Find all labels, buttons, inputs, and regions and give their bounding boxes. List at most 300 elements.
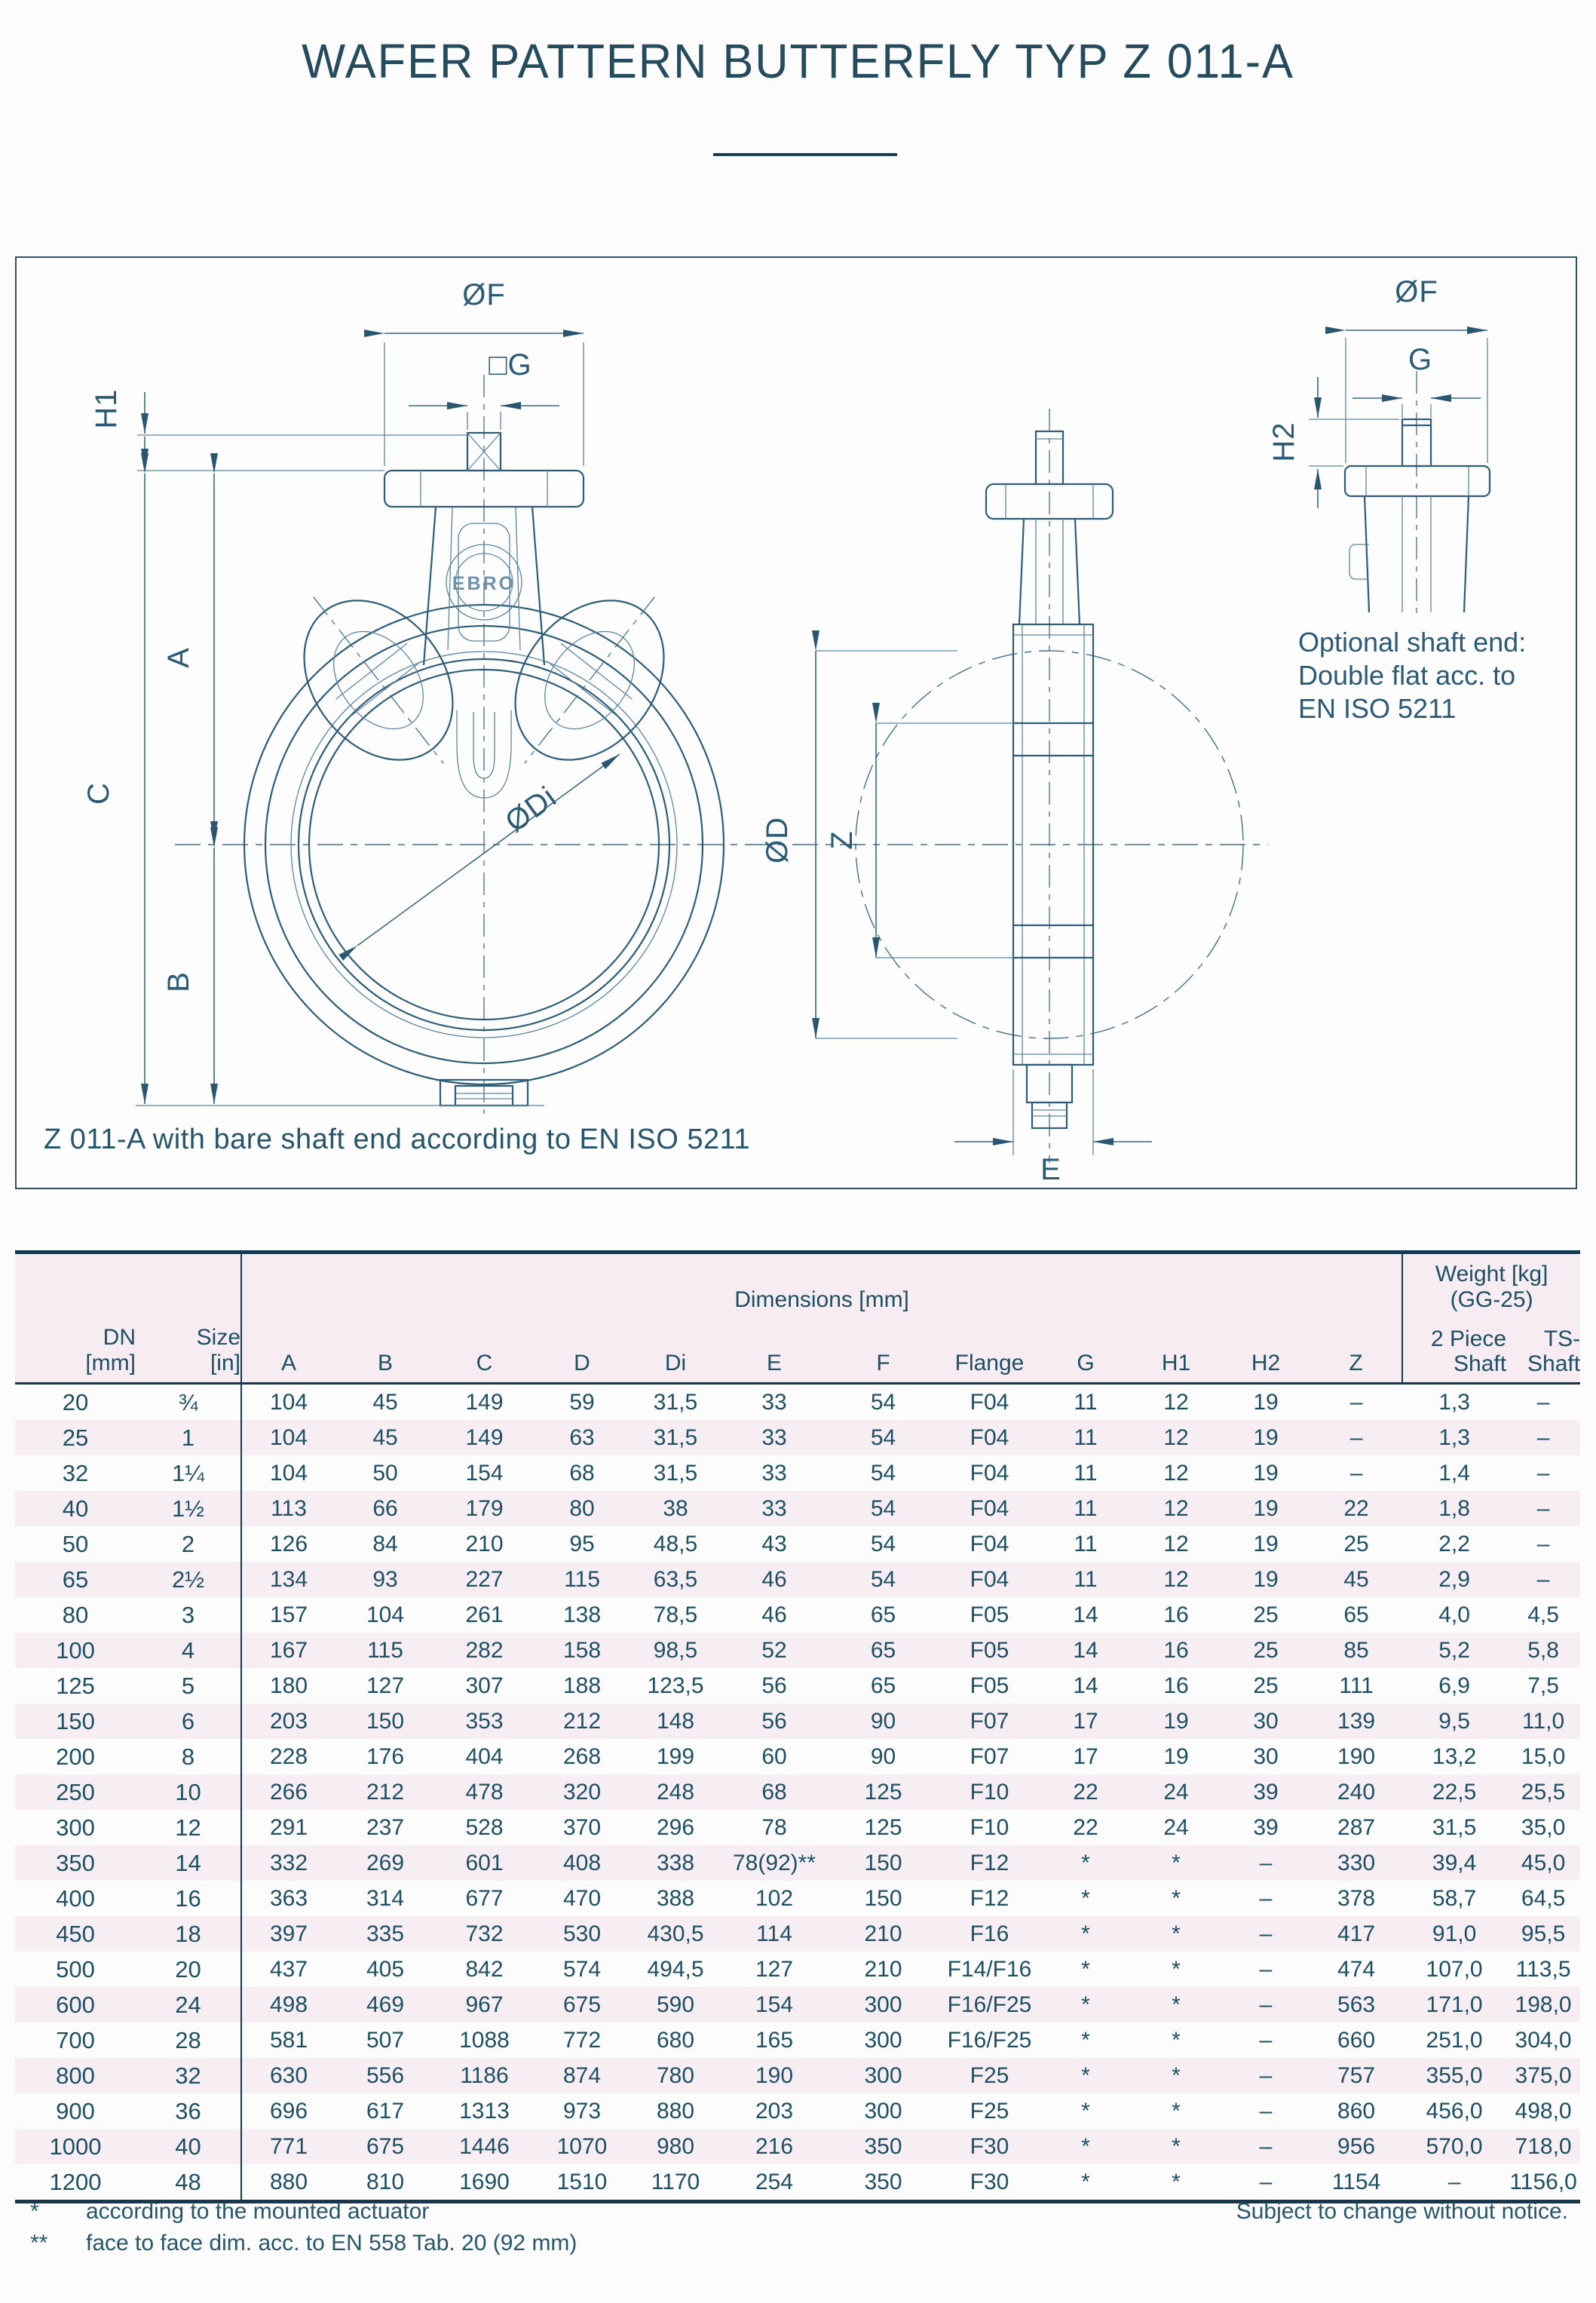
cell-b: 556 xyxy=(366,2062,405,2088)
cell-size: 24 xyxy=(175,1991,201,2018)
cell-2piece-weight: 570,0 xyxy=(1426,2133,1483,2159)
cell-h1: * xyxy=(1172,1850,1181,1875)
cell-2piece-weight: 91,0 xyxy=(1432,1921,1477,1946)
dim-h1-label: H1 xyxy=(90,388,123,429)
cell-2piece-weight: 5,2 xyxy=(1438,1637,1470,1663)
cell-f: 350 xyxy=(864,2133,902,2159)
cell-z: 956 xyxy=(1337,2133,1376,2159)
table-row xyxy=(15,1881,1580,1916)
table-row xyxy=(15,1668,1580,1703)
dim-f-label: ØF xyxy=(462,278,506,311)
col-header-g: G xyxy=(1040,1313,1131,1384)
cell-d: 68 xyxy=(569,1460,595,1486)
cell-flange: F05 xyxy=(970,1602,1009,1627)
header-group-row xyxy=(15,1253,1580,1314)
cell-di: 430,5 xyxy=(647,1921,704,1946)
cell-flange: F05 xyxy=(970,1637,1009,1663)
cell-2piece-weight: 2,2 xyxy=(1438,1531,1470,1556)
cell-e: 33 xyxy=(761,1424,787,1450)
cell-c: 307 xyxy=(465,1673,504,1698)
cell-di: 199 xyxy=(656,1743,695,1769)
cell-f: 210 xyxy=(864,1921,902,1946)
detail-note-line1: Optional shaft end: xyxy=(1298,627,1527,658)
cell-d: 1510 xyxy=(556,2169,608,2194)
cell-h2: – xyxy=(1259,2062,1273,2088)
cell-h2: 30 xyxy=(1253,1708,1279,1734)
cell-di: 38 xyxy=(663,1495,688,1521)
cell-f: 300 xyxy=(864,2062,902,2088)
cell-h2: 19 xyxy=(1253,1460,1279,1486)
cell-g: 14 xyxy=(1073,1673,1098,1698)
cell-d: 320 xyxy=(562,1779,602,1805)
table-row xyxy=(15,1526,1580,1562)
cell-di: 494,5 xyxy=(647,1956,704,1982)
dim-e-label: E xyxy=(1040,1153,1061,1186)
cell-flange: F04 xyxy=(970,1460,1009,1486)
cell-f: 65 xyxy=(870,1673,896,1698)
cell-f: 54 xyxy=(870,1495,896,1521)
col-header-ts-shaft xyxy=(1506,1313,1580,1384)
cell-dn: 350 xyxy=(56,1849,95,1876)
cell-b: 50 xyxy=(372,1460,398,1486)
cell-di: 78,5 xyxy=(653,1602,698,1627)
cell-ts-weight: 5,8 xyxy=(1527,1637,1559,1663)
cell-di: 98,5 xyxy=(653,1637,698,1663)
cell-h1: 12 xyxy=(1163,1389,1189,1415)
table-row xyxy=(15,1987,1580,2022)
cell-g: 22 xyxy=(1073,1814,1098,1840)
table-row xyxy=(15,1916,1580,1952)
cell-b: 269 xyxy=(366,1850,405,1875)
cell-flange: F05 xyxy=(970,1673,1009,1698)
cell-f: 90 xyxy=(870,1743,896,1769)
cell-dn: 500 xyxy=(56,1955,95,1983)
cell-dn: 300 xyxy=(56,1814,95,1841)
cell-dn: 400 xyxy=(56,1884,95,1912)
table-row xyxy=(15,1491,1580,1526)
cell-ts-weight: 11,0 xyxy=(1522,1708,1565,1734)
cell-flange: F12 xyxy=(970,1850,1009,1875)
cell-h2: 25 xyxy=(1253,1673,1279,1698)
cell-size: 2 xyxy=(181,1530,195,1557)
cell-a: 498 xyxy=(241,1987,335,2022)
footnote-1-text: according to the mounted actuator xyxy=(86,2199,430,2224)
col-header-2piece-shaft xyxy=(1402,1313,1506,1384)
cell-f: 65 xyxy=(870,1637,896,1663)
cell-e: 56 xyxy=(761,1673,787,1698)
cell-a: 134 xyxy=(241,1562,335,1597)
detail-note-line3: EN ISO 5211 xyxy=(1298,693,1457,724)
cell-di: 338 xyxy=(656,1850,695,1875)
cell-size: 2½ xyxy=(171,1565,205,1593)
front-dimensions xyxy=(82,278,584,1106)
weight-group-header xyxy=(1402,1253,1580,1314)
cell-a: 104 xyxy=(241,1455,335,1491)
cell-g: 11 xyxy=(1074,1566,1098,1592)
cell-z: 111 xyxy=(1339,1673,1374,1698)
header-spacer xyxy=(15,1253,241,1314)
cell-h2: – xyxy=(1259,2027,1273,2053)
cell-flange: F16/F25 xyxy=(947,2027,1032,2053)
cell-g: 11 xyxy=(1074,1495,1098,1521)
cell-ts-weight: 25,5 xyxy=(1521,1779,1566,1805)
cell-dn: 200 xyxy=(56,1743,95,1770)
cell-h1: 12 xyxy=(1163,1424,1189,1450)
subject-to-change-note: Subject to change without notice. xyxy=(1236,2199,1568,2224)
cell-d: 772 xyxy=(562,2027,602,2053)
cell-a: 630 xyxy=(241,2058,335,2093)
cell-di: 248 xyxy=(656,1779,695,1805)
cell-ts-weight: 95,5 xyxy=(1521,1921,1566,1946)
cell-di: 31,5 xyxy=(653,1424,698,1450)
cell-h2: – xyxy=(1259,1992,1273,2017)
cell-h2: 19 xyxy=(1253,1424,1279,1450)
col-header-dn xyxy=(15,1313,136,1384)
cell-size: 6 xyxy=(181,1707,195,1734)
cell-di: 296 xyxy=(656,1814,695,1840)
page-title: WAFER PATTERN BUTTERFLY TYP Z 011-A xyxy=(302,34,1294,88)
table-row xyxy=(15,2058,1580,2093)
cell-z: 1154 xyxy=(1331,2169,1381,2194)
cell-di: 980 xyxy=(656,2133,695,2159)
cell-c: 1446 xyxy=(459,2133,510,2159)
table-row xyxy=(15,1455,1580,1491)
cell-flange: F10 xyxy=(970,1814,1009,1840)
cell-g: * xyxy=(1081,1885,1090,1911)
cell-c: 179 xyxy=(465,1495,504,1521)
cell-size: 3 xyxy=(181,1601,195,1628)
cell-z: 85 xyxy=(1343,1637,1369,1663)
cell-f: 150 xyxy=(864,1885,902,1911)
cell-c: 282 xyxy=(465,1637,504,1663)
cell-h1: 19 xyxy=(1163,1708,1189,1734)
cell-f: 300 xyxy=(864,1992,902,2017)
cell-f: 125 xyxy=(864,1814,902,1840)
cell-flange: F04 xyxy=(970,1389,1009,1415)
cell-a: 363 xyxy=(241,1881,335,1916)
cell-z: 65 xyxy=(1343,1602,1369,1627)
cell-di: 148 xyxy=(656,1708,695,1734)
cell-b: 66 xyxy=(372,1495,398,1521)
cell-dn: 50 xyxy=(62,1530,89,1557)
col-header-d: D xyxy=(534,1313,630,1384)
cell-h1: * xyxy=(1172,1956,1181,1982)
cell-ts-weight: – xyxy=(1536,1566,1550,1592)
cell-size: 32 xyxy=(175,2062,201,2089)
cell-flange: F07 xyxy=(970,1708,1009,1734)
cell-d: 138 xyxy=(562,1602,602,1627)
cell-flange: F04 xyxy=(970,1495,1009,1521)
cell-dn: 20 xyxy=(62,1388,89,1415)
cell-c: 404 xyxy=(465,1743,504,1769)
cell-size: 48 xyxy=(175,2168,201,2195)
shaft-end-detail xyxy=(1267,275,1526,724)
cell-dn: 40 xyxy=(62,1495,89,1522)
cell-a: 167 xyxy=(241,1633,335,1668)
cell-d: 874 xyxy=(562,2062,602,2088)
cell-f: 54 xyxy=(870,1566,896,1592)
size-line1: Size xyxy=(196,1325,240,1350)
wts-line2: Shaft xyxy=(1527,1351,1581,1376)
cell-ts-weight: 375,0 xyxy=(1515,2062,1572,2088)
cell-e: 43 xyxy=(761,1531,787,1556)
cell-f: 350 xyxy=(864,2169,902,2194)
cell-2piece-weight: 1,3 xyxy=(1438,1389,1470,1415)
cell-f: 54 xyxy=(870,1531,896,1556)
cell-e: 216 xyxy=(755,2133,794,2159)
dim-d-label: ØD xyxy=(761,817,794,863)
cell-g: 11 xyxy=(1074,1424,1098,1450)
cell-b: 617 xyxy=(366,2098,405,2124)
cell-2piece-weight: 2,9 xyxy=(1438,1566,1470,1592)
cell-2piece-weight: 1,3 xyxy=(1438,1424,1470,1450)
cell-g: 22 xyxy=(1073,1779,1098,1805)
cell-z: 25 xyxy=(1343,1531,1369,1556)
cell-ts-weight: – xyxy=(1536,1531,1550,1556)
cell-dn: 125 xyxy=(56,1672,95,1699)
footnote-2 xyxy=(30,2231,1568,2256)
cell-c: 261 xyxy=(465,1602,504,1627)
cell-dn: 700 xyxy=(56,2026,95,2053)
cell-z: 660 xyxy=(1337,2027,1376,2053)
cell-h2: 25 xyxy=(1253,1602,1279,1627)
cell-dn: 25 xyxy=(62,1424,89,1451)
cell-g: * xyxy=(1081,2133,1090,2159)
cell-dn: 65 xyxy=(62,1565,89,1593)
size-line2: [in] xyxy=(210,1351,240,1375)
cell-g: * xyxy=(1081,2098,1090,2124)
ebro-logo: EBRO xyxy=(452,573,516,594)
cell-c: 210 xyxy=(465,1531,504,1556)
col-header-flange: Flange xyxy=(939,1313,1040,1384)
cell-d: 470 xyxy=(562,1885,602,1911)
cell-z: 330 xyxy=(1337,1850,1376,1875)
cell-h1: 12 xyxy=(1163,1531,1189,1556)
cell-h2: 19 xyxy=(1253,1495,1279,1521)
cell-z: 190 xyxy=(1337,1743,1376,1769)
cell-di: 31,5 xyxy=(653,1460,698,1486)
cell-c: 528 xyxy=(465,1814,504,1840)
cell-h2: 30 xyxy=(1253,1743,1279,1769)
cell-size: 1¼ xyxy=(171,1459,205,1486)
cell-dn: 800 xyxy=(56,2062,95,2089)
cell-b: 176 xyxy=(366,1743,405,1769)
table-row xyxy=(15,1952,1580,1987)
cell-d: 268 xyxy=(562,1743,602,1769)
cell-b: 127 xyxy=(366,1673,405,1698)
cell-a: 104 xyxy=(241,1420,335,1455)
cell-e: 33 xyxy=(761,1495,787,1521)
cell-size: 18 xyxy=(175,1920,201,1947)
cell-d: 574 xyxy=(562,1956,602,1982)
cell-dn: 900 xyxy=(56,2097,95,2124)
cell-a: 397 xyxy=(241,1916,335,1952)
cell-g: 17 xyxy=(1073,1743,1098,1769)
cell-di: 880 xyxy=(656,2098,695,2124)
cell-size: 28 xyxy=(175,2026,201,2053)
detail-dim-f-label: ØF xyxy=(1395,275,1438,308)
col-header-c: C xyxy=(435,1313,534,1384)
drawing-caption: Z 011-A with bare shaft end according to EN ISO 5211 xyxy=(44,1124,751,1155)
cell-ts-weight: 718,0 xyxy=(1515,2133,1572,2159)
cell-c: 1690 xyxy=(459,2169,510,2194)
cell-f: 300 xyxy=(864,2098,902,2124)
cell-h1: * xyxy=(1172,1885,1181,1911)
cell-e: 127 xyxy=(755,1956,794,1982)
cell-2piece-weight: 13,2 xyxy=(1432,1743,1477,1769)
dim-g-label: □G xyxy=(489,348,532,382)
table-row xyxy=(15,1845,1580,1881)
cell-2piece-weight: 39,4 xyxy=(1432,1850,1477,1875)
cell-c: 353 xyxy=(465,1708,504,1734)
col-header-z: Z xyxy=(1310,1313,1402,1384)
cell-h2: 19 xyxy=(1253,1531,1279,1556)
col-header-a: A xyxy=(241,1313,335,1384)
cell-h1: 19 xyxy=(1163,1743,1189,1769)
cell-h2: 39 xyxy=(1253,1779,1279,1805)
cell-z: 563 xyxy=(1337,1992,1376,2017)
table-header xyxy=(15,1253,1580,1384)
cell-flange: F25 xyxy=(970,2062,1009,2088)
weight-group-line2: (GG-25) xyxy=(1450,1287,1533,1312)
cell-f: 210 xyxy=(864,1956,902,1982)
cell-c: 1186 xyxy=(460,2062,509,2088)
cell-f: 54 xyxy=(870,1389,896,1415)
cell-dn: 100 xyxy=(56,1636,95,1664)
cell-b: 675 xyxy=(366,2133,405,2159)
cell-d: 408 xyxy=(562,1850,602,1875)
cell-h2: – xyxy=(1259,2098,1273,2124)
cell-e: 154 xyxy=(755,1992,794,2017)
cell-b: 810 xyxy=(366,2169,405,2194)
cell-di: 590 xyxy=(656,1992,695,2017)
cell-a: 291 xyxy=(241,1810,335,1845)
cell-b: 84 xyxy=(372,1531,398,1556)
cell-h2: – xyxy=(1259,1921,1273,1946)
cell-a: 180 xyxy=(241,1668,335,1703)
cell-z: 45 xyxy=(1343,1566,1369,1592)
cell-a: 104 xyxy=(241,1384,335,1421)
cell-size: 20 xyxy=(175,1955,201,1983)
cell-ts-weight: 1156,0 xyxy=(1509,2169,1577,2194)
cell-h1: * xyxy=(1172,1992,1181,2017)
cell-g: 14 xyxy=(1073,1602,1098,1627)
cell-c: 967 xyxy=(465,1992,504,2017)
cell-ts-weight: – xyxy=(1536,1424,1550,1450)
cell-size: 40 xyxy=(175,2133,201,2160)
header-columns-row xyxy=(15,1313,1580,1384)
cell-h1: 16 xyxy=(1163,1637,1189,1663)
cell-di: 1170 xyxy=(651,2169,700,2194)
cell-e: 46 xyxy=(761,1602,787,1627)
cell-d: 158 xyxy=(562,1637,602,1663)
cell-2piece-weight: – xyxy=(1447,2169,1461,2194)
col-header-e: E xyxy=(721,1313,828,1384)
cell-h1: * xyxy=(1172,2062,1181,2088)
table-row xyxy=(15,2022,1580,2058)
cell-b: 104 xyxy=(366,1602,405,1627)
cell-e: 33 xyxy=(761,1389,787,1415)
cell-f: 65 xyxy=(870,1602,896,1627)
cell-flange: F04 xyxy=(970,1566,1009,1592)
cell-ts-weight: 304,0 xyxy=(1515,2027,1572,2053)
cell-g: * xyxy=(1081,1850,1090,1875)
cell-d: 63 xyxy=(569,1424,595,1450)
table-row xyxy=(15,1703,1580,1739)
cell-b: 405 xyxy=(366,1956,405,1982)
cell-c: 149 xyxy=(465,1424,504,1450)
cell-2piece-weight: 355,0 xyxy=(1426,2062,1483,2088)
cell-ts-weight: 113,5 xyxy=(1515,1956,1571,1982)
cell-z: – xyxy=(1349,1424,1363,1450)
table-row xyxy=(15,2129,1580,2164)
table-row xyxy=(15,1739,1580,1774)
cell-h2: – xyxy=(1259,1956,1273,1982)
cell-e: 52 xyxy=(761,1637,787,1663)
cell-e: 102 xyxy=(755,1885,794,1911)
dn-line1: DN xyxy=(103,1325,136,1350)
table-row xyxy=(15,1420,1580,1455)
cell-z: 139 xyxy=(1337,1708,1376,1734)
cell-size: 10 xyxy=(175,1778,201,1805)
cell-size: 14 xyxy=(175,1849,201,1876)
cell-a: 880 xyxy=(241,2164,335,2202)
cell-h2: 25 xyxy=(1253,1637,1279,1663)
cell-di: 48,5 xyxy=(653,1531,698,1556)
cell-a: 696 xyxy=(241,2093,335,2129)
dim-a-label: A xyxy=(162,647,195,668)
cell-c: 154 xyxy=(465,1460,504,1486)
cell-z: 757 xyxy=(1337,2062,1376,2088)
cell-2piece-weight: 58,7 xyxy=(1432,1885,1477,1911)
cell-size: 12 xyxy=(175,1814,201,1841)
cell-g: 14 xyxy=(1073,1637,1098,1663)
cell-ts-weight: 198,0 xyxy=(1515,1992,1572,2017)
cell-ts-weight: 45,0 xyxy=(1521,1850,1566,1875)
cell-ts-weight: – xyxy=(1536,1460,1550,1486)
cell-a: 157 xyxy=(241,1597,335,1633)
cell-b: 314 xyxy=(366,1885,405,1911)
cell-b: 93 xyxy=(372,1566,398,1592)
dn-line2: [mm] xyxy=(85,1351,136,1375)
cell-a: 203 xyxy=(241,1703,335,1739)
table-body xyxy=(15,1384,1580,2202)
cell-g: 17 xyxy=(1073,1708,1098,1734)
col-header-f: F xyxy=(828,1313,939,1384)
cell-e: 165 xyxy=(755,2027,794,2053)
cell-h2: – xyxy=(1259,1885,1273,1911)
cell-di: 63,5 xyxy=(653,1566,698,1592)
cell-dn: 1200 xyxy=(49,2168,102,2195)
cell-g: 11 xyxy=(1074,1389,1098,1415)
cell-f: 90 xyxy=(870,1708,896,1734)
cell-z: 860 xyxy=(1337,2098,1376,2124)
dimensions-table xyxy=(15,1250,1580,2203)
cell-b: 335 xyxy=(366,1921,405,1946)
valve-drawing xyxy=(17,258,1575,1187)
cell-h2: – xyxy=(1259,1850,1273,1875)
table-row xyxy=(15,1597,1580,1633)
cell-e: 60 xyxy=(761,1743,787,1769)
cell-flange: F16 xyxy=(970,1921,1009,1946)
dim-z-label: Z xyxy=(826,830,859,850)
cell-size: ¾ xyxy=(178,1388,198,1415)
cell-dn: 250 xyxy=(56,1778,95,1805)
cell-2piece-weight: 1,8 xyxy=(1438,1495,1470,1521)
wts-line1: TS- xyxy=(1543,1326,1581,1351)
table-row xyxy=(15,2093,1580,2129)
cell-size: 16 xyxy=(175,1884,201,1912)
